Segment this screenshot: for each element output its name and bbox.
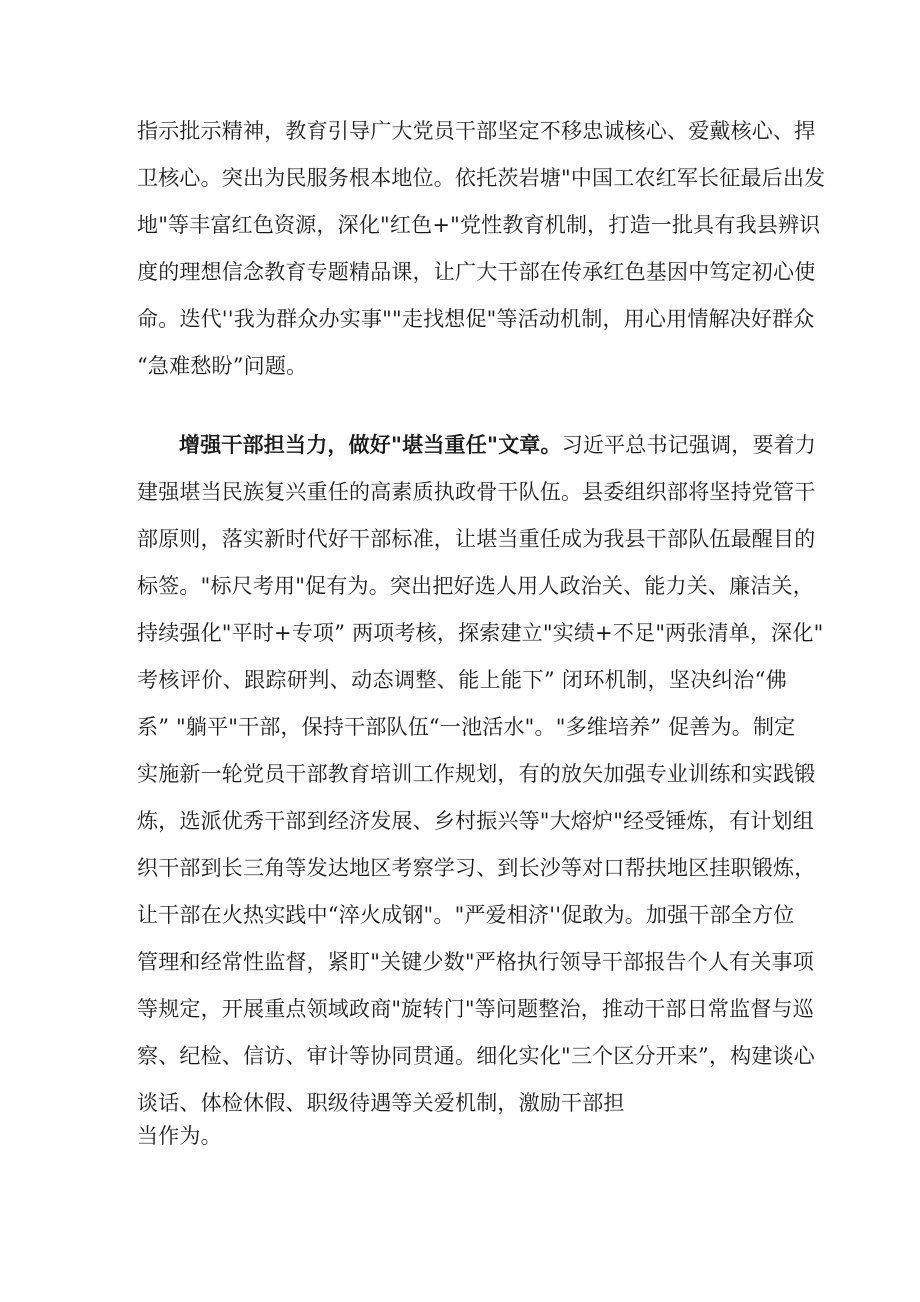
paragraph-1-line-6: “急难愁盼”问题。 (137, 354, 308, 378)
paragraph-2-line-6: 考核评价、跟踪研判、动态调整、能上能下” 闭环机制，坚决纠治“佛 (137, 668, 787, 692)
paragraph-2-line-9: 炼，选派优秀干部到经济发展、乡村振兴等"大熔炉"经受锤炼，有计划组 (137, 809, 814, 833)
paragraph-2-line-12: 管理和经常性监督，紧盯"关键少数"严格执行领导干部报告个人有关事项 (137, 950, 814, 974)
paragraph-2-line-5: 持续强化"平时+专项” 两项考核，探索建立"实绩+不足"两张清单，深化" (137, 621, 824, 645)
paragraph-2-last-line: 当作为。 (137, 1124, 222, 1148)
paragraph-2-line-10: 织干部到长三角等发达地区考察学习、到长沙等对口帮扶地区挂职锻炼， (137, 856, 816, 880)
paragraph-2-first-line (179, 431, 817, 459)
paragraph-1-line-1: 指示批示精神，教育引导广大党员干部坚定不移忠诚核心、爱戴核心、捍 (137, 119, 816, 143)
paragraph-2-line-15: 谈话、体检休假、职级待遇等关爱机制，激励干部担 (137, 1091, 625, 1115)
paragraph-2-first-line-text: 习近平总书记强调，要着力 (561, 433, 817, 457)
paragraph-2-line-7: 系” "躺平"干部，保持干部队伍“一池活水"。"多维培养” 促善为。制定 (137, 715, 796, 739)
paragraph-2-line-13: 等规定，开展重点领域政商"旋转门"等问题整治，推动干部日常监督与巡 (137, 997, 814, 1021)
paragraph-2-line-2: 建强堪当民族复兴重任的高素质执政骨干队伍。县委组织部将坚持党管干 (137, 480, 816, 504)
paragraph-2-heading: 增强干部担当力，做好"堪当重任"文章。 (179, 433, 562, 457)
paragraph-1-line-4: 度的理想信念教育专题精品课，让广大干部在传承红色基因中笃定初心使 (137, 260, 816, 284)
paragraph-1-line-5: 命。迭代''我为群众办实事""走找想促"等活动机制，用心用情解决好群众 (137, 307, 815, 331)
paragraph-2-line-8: 实施新一轮党员干部教育培训工作规划，有的放矢加强专业训练和实践锻 (137, 762, 816, 786)
paragraph-2-line-11: 让干部在火热实践中“淬火成钢"。"严爱相济''促敢为。加强干部全方位 (137, 903, 795, 927)
paragraph-1-line-2: 卫核心。突出为民服务根本地位。依托茨岩塘"中国工农红军长征最后出发 (137, 166, 826, 190)
paragraph-2-line-4: 标签。"标尺考用"促有为。突出把好选人用人政治关、能力关、廉洁关， (137, 574, 814, 598)
paragraph-2-line-14: 察、纪检、信访、审计等协同贯通。细化实化"三个区分开来”，构建谈心 (137, 1044, 815, 1068)
paragraph-1-line-3: 地"等丰富红色资源，深化"红色+"党性教育机制，打造一批具有我县辨识 (137, 213, 821, 237)
paragraph-2-line-3: 部原则，落实新时代好干部标准，让堪当重任成为我县干部队伍最醒目的 (137, 527, 816, 551)
